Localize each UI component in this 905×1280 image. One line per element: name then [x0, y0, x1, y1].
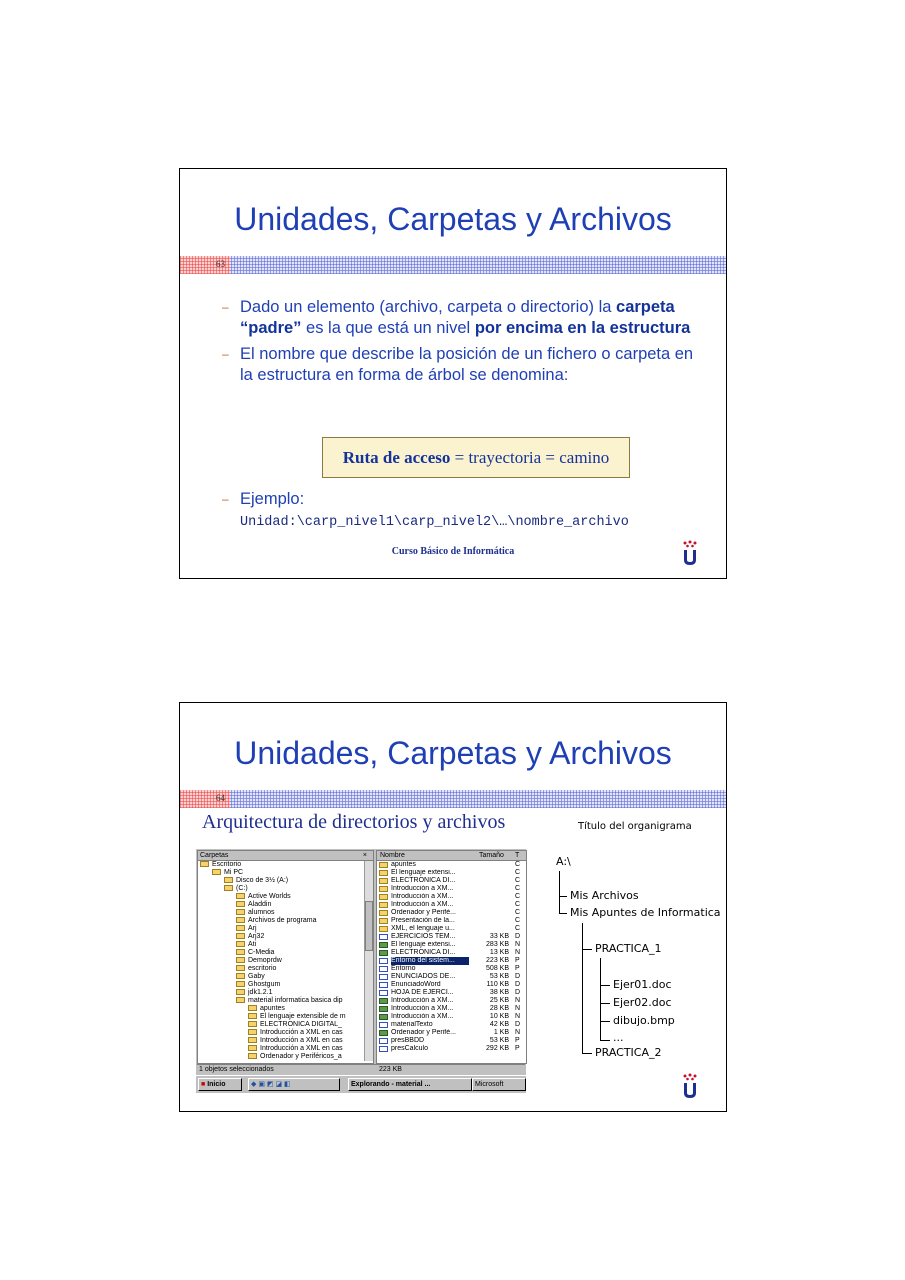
example-label: Ejemplo:	[240, 490, 305, 508]
file-type: N	[515, 1013, 521, 1020]
tree-item[interactable]	[198, 1045, 373, 1053]
windows-logo-icon: ■	[201, 1081, 206, 1088]
tree-item-label: Arj32	[248, 933, 265, 940]
folder-icon	[248, 1005, 257, 1011]
university-logo-icon	[682, 540, 698, 566]
file-row[interactable]	[377, 997, 526, 1005]
tree-scrollbar[interactable]	[364, 861, 373, 1061]
bullet-text: es la que está un nivel	[301, 319, 475, 337]
folder-icon	[379, 910, 388, 916]
file-row[interactable]	[377, 1037, 526, 1045]
document-icon	[379, 1046, 388, 1052]
tree-item-label: Ordenador y Periféricos_a	[260, 1053, 342, 1060]
tree-item-label: Escritorio	[212, 861, 242, 868]
file-type: C	[515, 917, 521, 924]
file-type: D	[515, 989, 521, 996]
document-icon	[379, 934, 388, 940]
column-type[interactable]: T	[515, 852, 520, 859]
file-type: N	[515, 997, 521, 1004]
tree-item[interactable]	[198, 949, 373, 957]
file-type: C	[515, 869, 521, 876]
dash-icon: –	[222, 300, 229, 314]
file-type: D	[515, 933, 521, 940]
tree-item[interactable]	[198, 1029, 373, 1037]
tree-item[interactable]	[198, 917, 373, 925]
file-size: 33 KB	[489, 933, 509, 940]
file-size: 42 KB	[489, 1021, 509, 1028]
web-file-icon	[379, 1014, 388, 1020]
file-row[interactable]	[377, 981, 526, 989]
folder-icon	[379, 918, 388, 924]
tree-item-label: Mi PC	[224, 869, 244, 876]
file-name: XML, el lenguaje u...	[391, 925, 455, 932]
file-name: presBBDD	[391, 1037, 425, 1044]
file-type: P	[515, 1037, 520, 1044]
tree-item[interactable]	[198, 1037, 373, 1045]
file-size: 292 KB	[486, 1045, 509, 1052]
file-row[interactable]	[377, 965, 526, 973]
bullet-text: Dado un elemento (archivo, carpeta o directorio) la	[240, 298, 617, 316]
file-type: C	[515, 925, 521, 932]
folder-icon	[236, 925, 245, 931]
file-size: 223 KB	[486, 957, 509, 964]
file-row[interactable]	[377, 861, 526, 869]
tree-item-label: C-Media	[248, 949, 275, 956]
file-type: D	[515, 973, 521, 980]
file-name: Presentación de la...	[391, 917, 455, 924]
bullet-text: El nombre que describe la posición de un fichero o carpeta en la estructura en forma de árbol se denomina:	[240, 345, 694, 384]
folder-icon	[212, 869, 221, 875]
web-file-icon	[379, 1030, 388, 1036]
folder-icon	[236, 949, 245, 955]
tree-item[interactable]	[198, 893, 373, 901]
file-row[interactable]	[377, 917, 526, 925]
file-row[interactable]	[377, 901, 526, 909]
file-row[interactable]	[377, 1005, 526, 1013]
tree-item[interactable]	[198, 909, 373, 917]
dash-icon: –	[222, 347, 229, 361]
tree-item-label: jdk1.2.1	[248, 989, 273, 996]
tree-header	[198, 851, 373, 861]
org-node: Mis Archivos	[570, 889, 639, 902]
explorer-window	[196, 849, 526, 1093]
file-row[interactable]	[377, 893, 526, 901]
tree-item-label: Gaby	[248, 973, 265, 980]
slide-number: 63	[216, 259, 225, 269]
org-node: Ejer01.doc	[613, 978, 672, 991]
folder-icon	[379, 870, 388, 876]
folder-icon	[379, 894, 388, 900]
file-name: Introducción a XM...	[391, 1005, 454, 1012]
file-row[interactable]	[377, 973, 526, 981]
file-size: 110 KB	[486, 981, 509, 988]
folder-icon	[224, 885, 233, 891]
file-name: HOJA DE EJERCI...	[391, 989, 454, 996]
quick-launch-icons: ◆ ▣ ◩ ◪ ◧	[251, 1081, 291, 1088]
org-node: PRACTICA_1	[595, 942, 662, 955]
org-node: Mis Apuntes de Informatica	[570, 906, 721, 919]
folder-icon	[236, 989, 245, 995]
slide-title: Unidades, Carpetas y Archivos	[234, 201, 672, 237]
folder-tree	[198, 861, 373, 1061]
tree-item[interactable]	[198, 997, 373, 1005]
example-item	[222, 489, 702, 533]
file-row[interactable]	[377, 933, 526, 941]
file-size: 53 KB	[489, 973, 509, 980]
document-icon	[379, 982, 388, 988]
tree-item[interactable]	[198, 957, 373, 965]
file-size: 13 KB	[489, 949, 509, 956]
file-list-header	[377, 851, 526, 861]
slide-footer: Curso Básico de Informática	[391, 546, 515, 557]
tree-item[interactable]	[198, 925, 373, 933]
tree-item[interactable]	[198, 901, 373, 909]
definition-rest: = trayectoria = camino	[450, 448, 610, 467]
file-row[interactable]	[377, 1021, 526, 1029]
folder-icon	[236, 941, 245, 947]
file-type: N	[515, 941, 521, 948]
column-size[interactable]: Tamaño	[479, 852, 504, 859]
status-size: 223 KB	[379, 1066, 402, 1073]
slide-band	[180, 256, 726, 274]
tree-item-label: Disco de 3½ (A:)	[236, 877, 289, 884]
bullet-item	[222, 297, 702, 339]
tree-item-label: Introducción a XML en cas	[260, 1045, 343, 1052]
file-name: ELECTRONICA DI...	[391, 877, 456, 884]
web-file-icon	[379, 942, 388, 948]
document-icon	[379, 974, 388, 980]
file-type: P	[515, 965, 520, 972]
document-icon	[379, 1022, 388, 1028]
document-icon	[379, 958, 388, 964]
file-name: El lenguaje extensi...	[391, 941, 456, 948]
tree-item[interactable]	[198, 989, 373, 997]
bullet-bold: por encima en la estructura	[474, 319, 691, 337]
tree-item[interactable]	[198, 973, 373, 981]
file-size: 283 KB	[486, 941, 509, 948]
org-node: Ejer02.doc	[613, 996, 672, 1009]
slide-64	[179, 702, 727, 1112]
file-name: El lenguaje extensi...	[391, 869, 456, 876]
slide-number: 64	[216, 793, 225, 803]
file-name: Entorno del sistem...	[391, 957, 469, 965]
status-selected: 1 objetos seleccionados	[199, 1066, 274, 1073]
folder-icon	[236, 917, 245, 923]
file-row[interactable]	[377, 925, 526, 933]
web-file-icon	[379, 998, 388, 1004]
file-type: P	[515, 957, 520, 964]
tree-item-label: apuntes	[260, 1005, 285, 1012]
slide-band	[180, 790, 726, 808]
definition-box	[322, 437, 630, 478]
file-name: materialTexto	[391, 1021, 433, 1028]
tree-item-label: Introducción a XML en cas	[260, 1029, 343, 1036]
tree-item-label: escritorio	[248, 965, 277, 972]
task-explorer[interactable]	[348, 1078, 472, 1091]
file-size: 1 KB	[493, 1029, 509, 1036]
file-name: Entorno	[391, 965, 416, 972]
tree-item-label: El lenguaje extensible de m	[260, 1013, 346, 1020]
folder-icon	[236, 933, 245, 939]
tree-item[interactable]	[198, 1013, 373, 1021]
folder-icon	[379, 878, 388, 884]
folder-icon	[248, 1045, 257, 1051]
file-type: D	[515, 1021, 521, 1028]
document-icon	[379, 1038, 388, 1044]
taskbar	[196, 1075, 526, 1092]
quick-launch[interactable]	[248, 1078, 340, 1091]
folder-icon	[379, 862, 388, 868]
close-icon[interactable]: ×	[362, 852, 367, 859]
folder-icon	[236, 909, 245, 915]
org-root: A:\	[556, 855, 571, 868]
folder-icon	[236, 893, 245, 899]
folder-icon	[236, 981, 245, 987]
tree-item[interactable]	[198, 1005, 373, 1013]
file-row[interactable]	[377, 909, 526, 917]
org-node: ...	[613, 1031, 624, 1044]
file-type: C	[515, 861, 521, 868]
file-type: N	[515, 1005, 521, 1012]
file-row[interactable]	[377, 941, 526, 949]
folder-icon	[248, 1037, 257, 1043]
file-size: 508 KB	[486, 965, 509, 972]
file-name: Introducción a XM...	[391, 901, 454, 908]
file-size: 28 KB	[489, 1005, 509, 1012]
file-type: C	[515, 885, 521, 892]
tree-item-label: ELECTRONICA DIGITAL_	[260, 1021, 342, 1028]
file-name: Ordenador y Perifé...	[391, 909, 456, 916]
file-row[interactable]	[377, 869, 526, 877]
tree-item[interactable]	[198, 877, 373, 885]
document-icon	[379, 990, 388, 996]
file-type: N	[515, 949, 521, 956]
file-list	[377, 861, 526, 1053]
folder-icon	[224, 877, 233, 883]
file-name: apuntes	[391, 861, 416, 868]
task-explorer-label: Explorando - material ...	[351, 1081, 431, 1088]
file-type: C	[515, 893, 521, 900]
file-row[interactable]	[377, 877, 526, 885]
example-list	[222, 489, 702, 538]
tree-item[interactable]	[198, 941, 373, 949]
folder-icon	[379, 902, 388, 908]
file-type: D	[515, 981, 521, 988]
slide-63	[179, 168, 727, 579]
tree-item-label: Active Worlds	[248, 893, 291, 900]
file-size: 38 KB	[489, 989, 509, 996]
folder-icon	[236, 997, 245, 1003]
file-name: Introducción a XM...	[391, 1013, 454, 1020]
file-name: Introducción a XM...	[391, 997, 454, 1004]
file-type: C	[515, 901, 521, 908]
folder-icon	[248, 1013, 257, 1019]
slide-subtitle: Arquitectura de directorios y archivos	[202, 811, 506, 833]
file-name: EJERCICIOS TEM...	[391, 933, 456, 940]
file-type: C	[515, 877, 521, 884]
file-size: 25 KB	[489, 997, 509, 1004]
dash-icon: –	[222, 492, 229, 506]
scroll-thumb[interactable]	[365, 901, 373, 951]
file-row[interactable]	[377, 949, 526, 957]
file-row[interactable]	[377, 957, 526, 965]
tree-item-label: material informatica basica dip	[248, 997, 343, 1004]
file-type: P	[515, 1045, 520, 1052]
tree-item[interactable]	[198, 861, 373, 869]
slide-title: Unidades, Carpetas y Archivos	[234, 735, 672, 771]
file-name: EnunciadoWord	[391, 981, 441, 988]
file-row[interactable]	[377, 1045, 526, 1053]
tree-item[interactable]	[198, 1021, 373, 1029]
folder-icon	[248, 1053, 257, 1059]
folder-icon	[236, 973, 245, 979]
file-row[interactable]	[377, 989, 526, 997]
bullet-item	[222, 344, 702, 386]
example-path: Unidad:\carp_nivel1\carp_nivel2\…\nombre_archivo	[240, 515, 629, 530]
start-button[interactable]	[198, 1078, 242, 1091]
tree-item[interactable]	[198, 885, 373, 893]
file-name: Ordenador y Perifé...	[391, 1029, 456, 1036]
task-microsoft[interactable]	[472, 1078, 526, 1091]
web-file-icon	[379, 950, 388, 956]
column-name[interactable]: Nombre	[380, 852, 405, 859]
tree-header-label: Carpetas	[200, 852, 229, 859]
tree-item-label: Demoprdw	[248, 957, 282, 964]
tree-item-label: Arj	[248, 925, 257, 932]
folder-icon	[248, 1021, 257, 1027]
folder-icon	[236, 901, 245, 907]
tree-item[interactable]	[198, 1053, 373, 1061]
folder-icon	[248, 1029, 257, 1035]
web-file-icon	[379, 1006, 388, 1012]
tree-item-label: Ati	[248, 941, 257, 948]
status-bar	[197, 1064, 525, 1074]
folder-tree-pane	[197, 850, 374, 1064]
org-node: dibujo.bmp	[613, 1014, 675, 1027]
file-name: Introducción a XM...	[391, 893, 454, 900]
file-row[interactable]	[377, 885, 526, 893]
definition-bold: Ruta de acceso	[342, 448, 451, 467]
file-row[interactable]	[377, 1029, 526, 1037]
folder-icon	[236, 965, 245, 971]
tree-item[interactable]	[198, 933, 373, 941]
file-size: 53 KB	[489, 1037, 509, 1044]
tree-item-label: alumnos	[248, 909, 275, 916]
file-row[interactable]	[377, 1013, 526, 1021]
tree-item-label: Introducción a XML en cas	[260, 1037, 343, 1044]
org-chart	[528, 815, 721, 1095]
tree-item-label: Aladdin	[248, 901, 272, 908]
folder-icon	[379, 926, 388, 932]
document-icon	[379, 966, 388, 972]
org-title: Título del organigrama	[578, 821, 692, 832]
tree-item[interactable]	[198, 869, 373, 877]
folder-icon	[200, 861, 209, 867]
tree-item[interactable]	[198, 981, 373, 989]
file-name: presCalculo	[391, 1045, 428, 1052]
file-name: ENUNCIADOS DE...	[391, 973, 456, 980]
tree-item-label: Ghostgum	[248, 981, 281, 988]
file-type: C	[515, 909, 521, 916]
tree-item[interactable]	[198, 965, 373, 973]
file-size: 10 KB	[489, 1013, 509, 1020]
file-type: N	[515, 1029, 521, 1036]
file-name: ELECTRONICA DI...	[391, 949, 456, 956]
start-label: Inicio	[207, 1081, 226, 1088]
file-list-pane	[376, 850, 527, 1064]
folder-icon	[236, 957, 245, 963]
file-name: Introducción a XM...	[391, 885, 454, 892]
bullet-bold: carpeta “padre”	[240, 298, 675, 337]
bullet-list	[222, 297, 702, 391]
task-microsoft-label: Microsoft	[475, 1081, 504, 1088]
folder-icon	[379, 886, 388, 892]
org-node: PRACTICA_2	[595, 1046, 662, 1059]
university-logo-icon	[682, 1073, 698, 1099]
tree-item-label: (C:)	[236, 885, 248, 892]
tree-item-label: Archivos de programa	[248, 917, 317, 924]
